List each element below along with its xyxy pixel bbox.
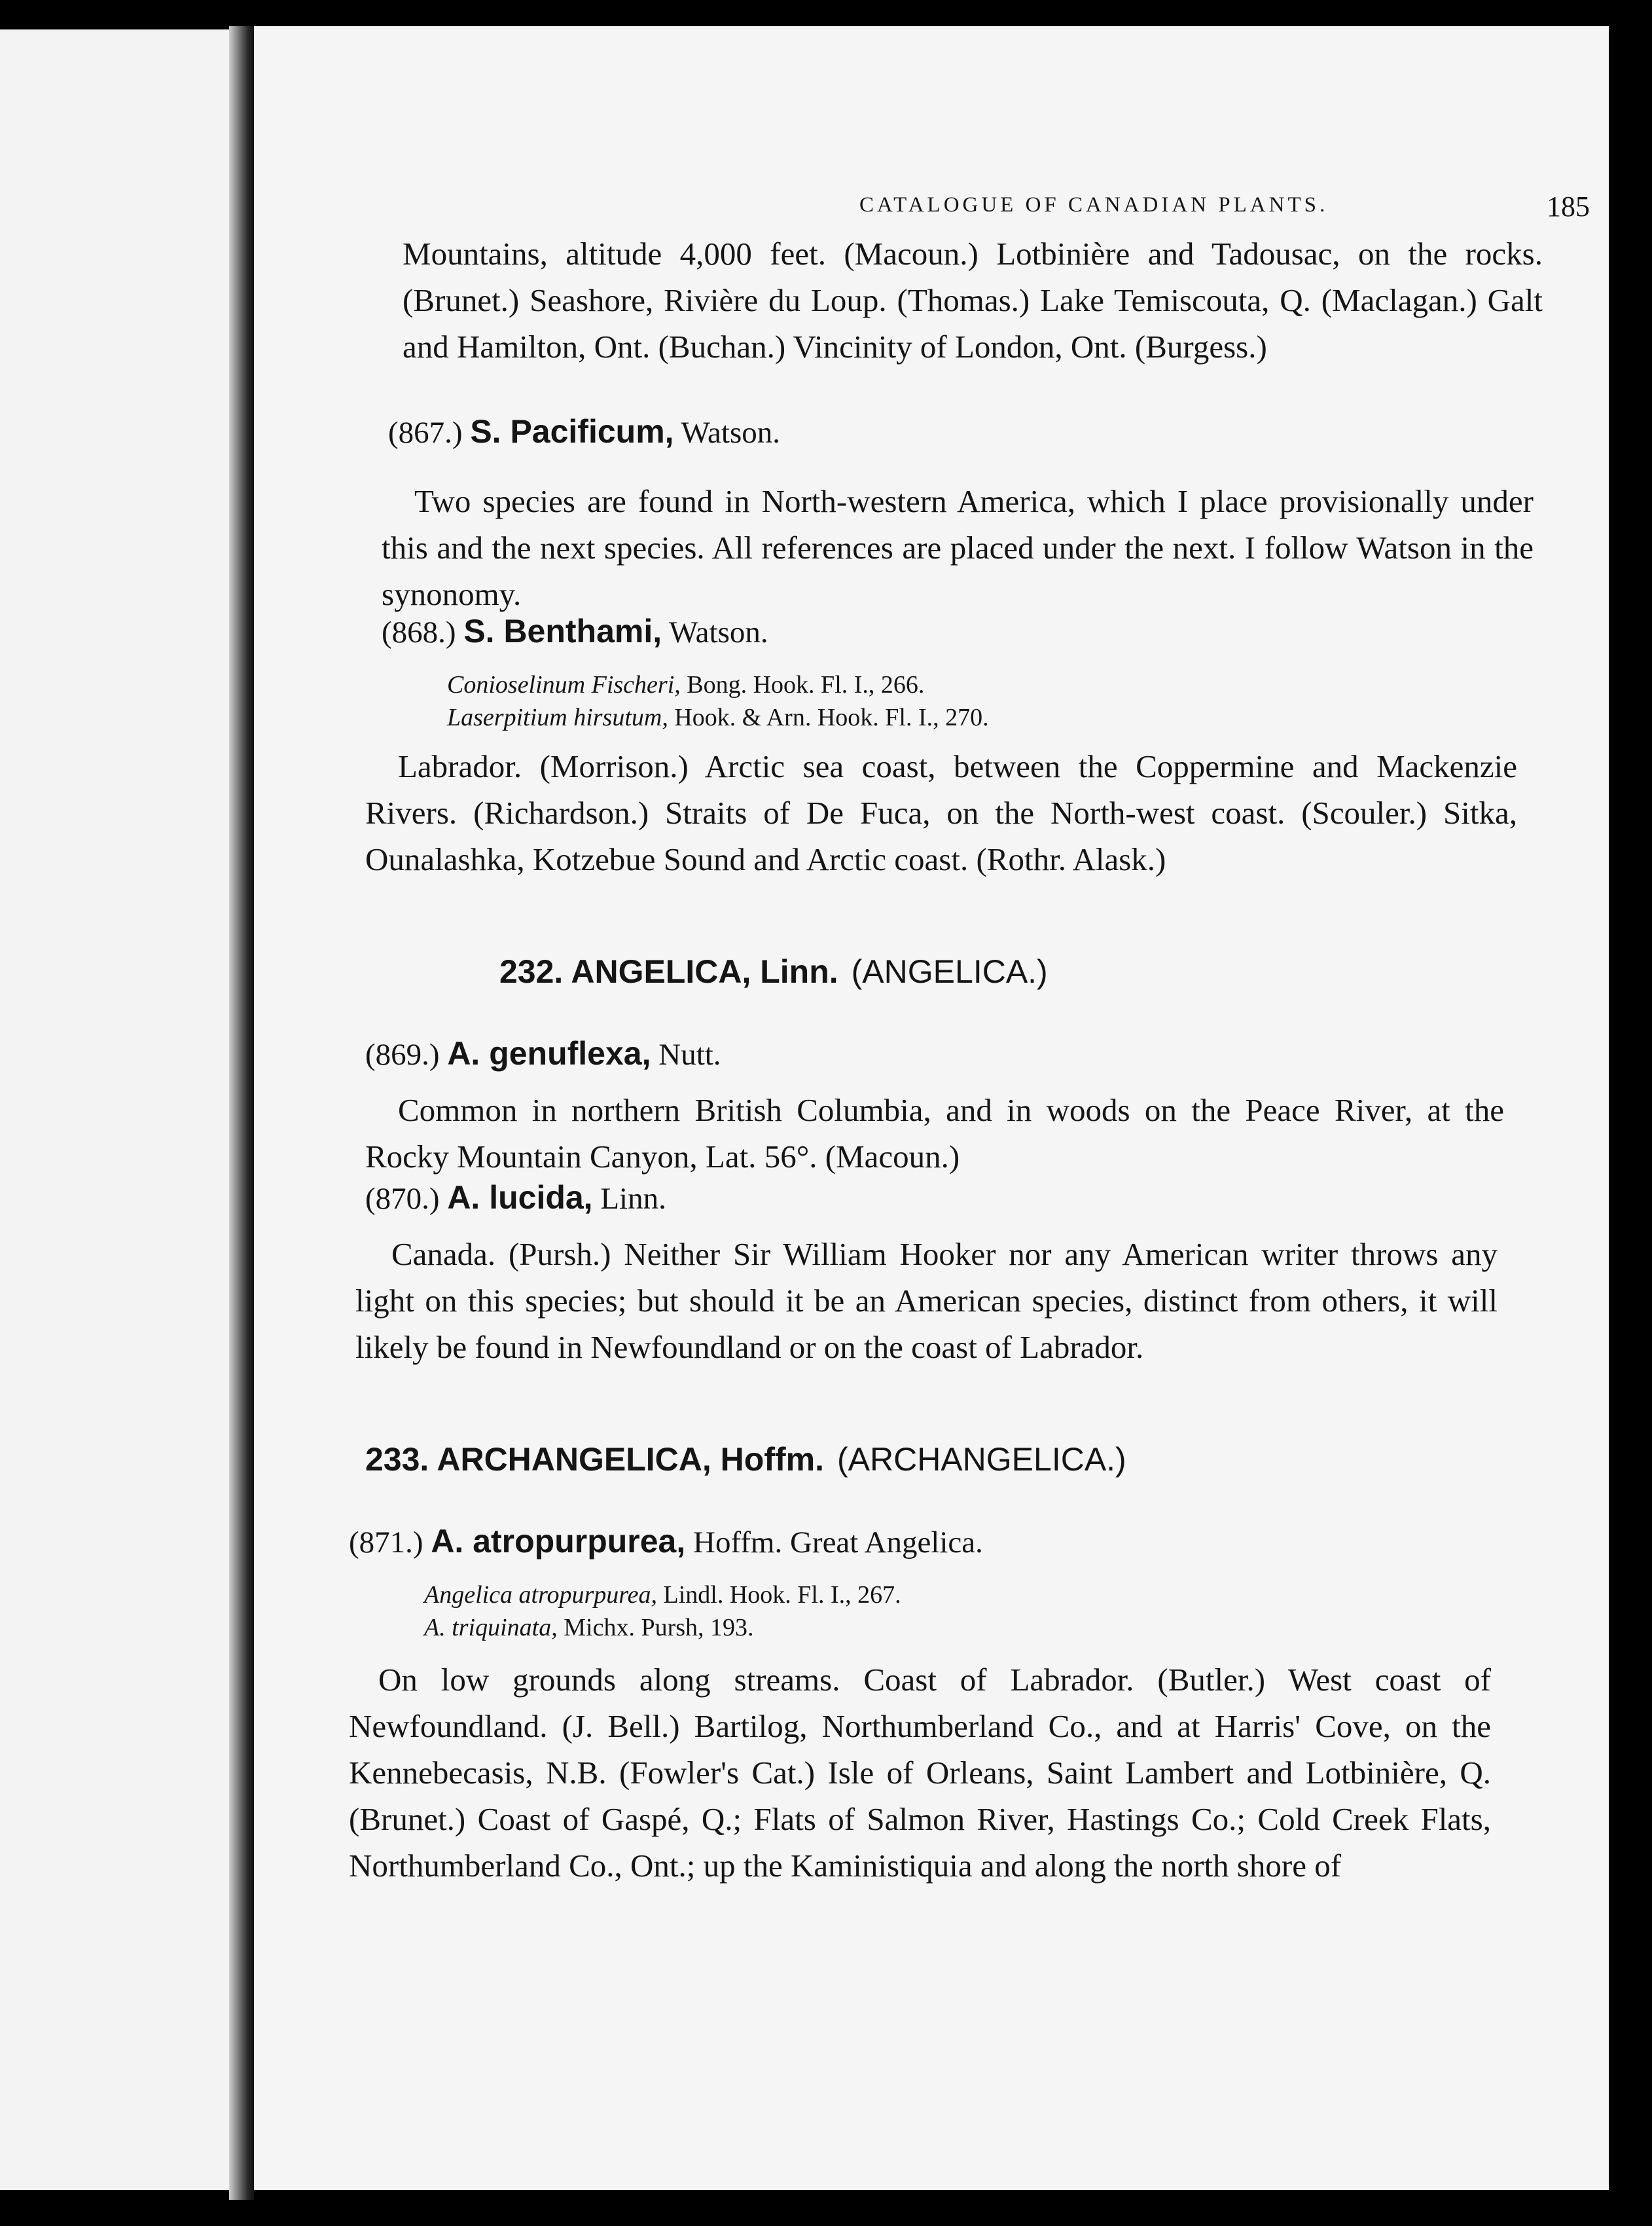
synonym-reference: Bong. Hook. Fl. I., 266. [687, 671, 925, 699]
synonym-reference: Michx. Pursh, 193. [564, 1614, 754, 1641]
book-gutter [229, 26, 254, 2200]
genus-common-name: (ARCHANGELICA.) [836, 1441, 1126, 1478]
genus-common-name: (ANGELICA.) [851, 953, 1048, 990]
species-name: A. atropurpurea, [431, 1523, 686, 1560]
genus-title: 232. ANGELICA, Linn. [499, 953, 838, 990]
species-authority: Linn. [600, 1182, 666, 1216]
paragraph: Mountains, altitude 4,000 feet. (Macoun.) Lotbinière and Tadousac, on the rocks. (Brunet.) Seashore, Rivière du Loup. (Thomas.) Lake Temiscouta, Q. (Maclagan.) Galt and Hamilton, Ont. (Buchan.) Vincinity of London, Ont. (Burgess.) [403, 236, 1543, 365]
species-name: A. genuflexa, [447, 1035, 651, 1072]
species-name: S. Benthami, [463, 613, 662, 649]
paragraph: Canada. (Pursh.) Neither Sir William Hooker nor any American writer throws any light on this species; but should it be an American species, distinct from others, it will likely be found in Newfoundland or on the coast of Labrador. [355, 1236, 1498, 1365]
synonym-line [447, 668, 924, 702]
paragraph: On low grounds along streams. Coast of Labrador. (Butler.) West coast of Newfoundland. (J. Bell.) Bartilog, Northumberland Co., and at Harris' Cove, on the Kennebecasis, N.B. (Fowler's Cat.) Isle of Orleans, Saint Lambert and Lotbinière, Q. (Brunet.) Coast of Gaspé, Q.; Flats of Salmon River, Hastings Co.; Cold Creek Flats, Northumberland Co., Ont.; up the Kaministiquia and along the north shore of [349, 1662, 1491, 1884]
species-number: (868.) [382, 615, 456, 649]
synonym-reference: Lindl. Hook. Fl. I., 267. [663, 1581, 901, 1609]
species-authority: Watson. [669, 615, 768, 649]
species-number: (869.) [365, 1038, 440, 1072]
species-authority: Hoffm. Great Angelica. [693, 1525, 983, 1560]
page-number: 185 [1547, 191, 1590, 223]
species-entry [365, 1034, 721, 1072]
book-page [254, 26, 1609, 2190]
paragraph: Two species are found in North-western America, which I place provisionally under this and the next species. All references are placed under the next. I follow Watson in the synonomy. [382, 483, 1534, 612]
paragraph: Labrador. (Morrison.) Arctic sea coast, between the Coppermine and Mackenzie Rivers. (Richardson.) Straits of De Fuca, on the North-west coast. (Scouler.) Sitka, Ounalashka, Kotzebue Sound and Arctic coast. (Rothr. Alask.) [365, 748, 1517, 877]
species-entry [388, 412, 780, 450]
species-name: A. lucida, [447, 1179, 593, 1216]
genus-heading [365, 1440, 1126, 1478]
synonym-name: A. triquinata, [424, 1614, 558, 1641]
facing-page [0, 29, 229, 2190]
synonym-name: Angelica atropurpurea, [424, 1581, 658, 1609]
species-entry [349, 1522, 983, 1560]
synonym-line [447, 701, 989, 735]
species-authority: Nutt. [658, 1038, 721, 1072]
species-number: (871.) [349, 1525, 423, 1560]
species-entry [365, 1178, 666, 1216]
synonym-name: Laserpitium hirsutum, [447, 704, 668, 731]
synonym-reference: Hook. & Arn. Hook. Fl. I., 270. [674, 704, 989, 731]
species-name: S. Pacificum, [470, 413, 674, 450]
genus-title: 233. ARCHANGELICA, Hoffm. [365, 1441, 824, 1478]
synonym-line [424, 1578, 901, 1612]
running-title: CATALOGUE OF CANADIAN PLANTS. [859, 193, 1329, 217]
species-number: (870.) [365, 1182, 440, 1216]
species-number: (867.) [388, 416, 463, 450]
species-authority: Watson. [681, 416, 781, 450]
species-entry [382, 612, 768, 650]
synonym-name: Conioselinum Fischeri, [447, 671, 681, 699]
synonym-line [424, 1611, 754, 1645]
paragraph: Common in northern British Columbia, and in woods on the Peace River, at the Rocky Mountain Canyon, Lat. 56°. (Macoun.) [365, 1092, 1504, 1175]
genus-heading [499, 953, 1048, 991]
